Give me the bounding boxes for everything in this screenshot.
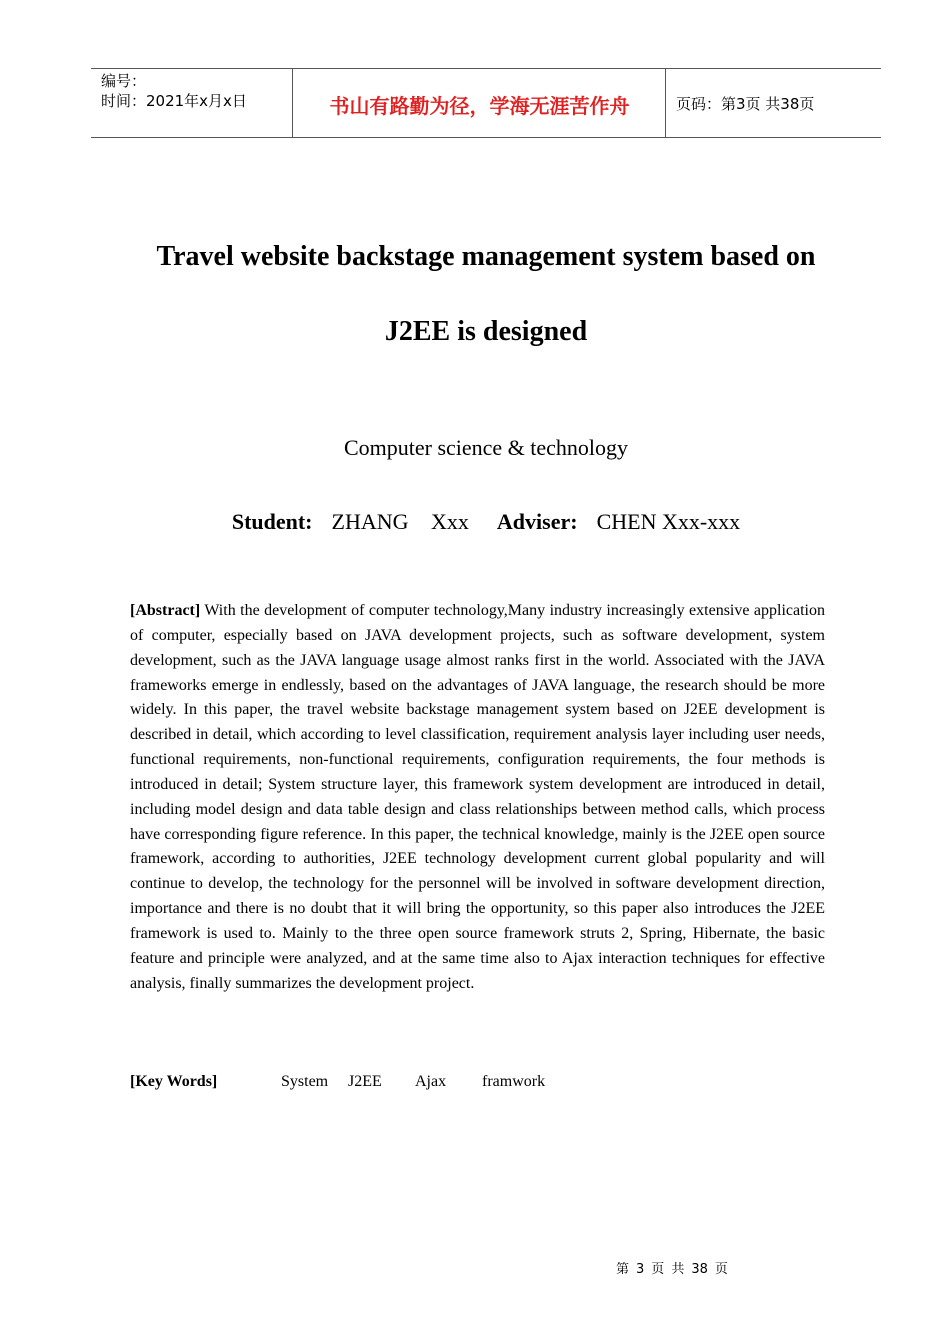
abstract-paragraph bbox=[130, 599, 825, 997]
keyword-item: J2EE bbox=[348, 1073, 382, 1090]
student-label: Student: bbox=[231, 509, 313, 534]
keyword-item: System bbox=[281, 1073, 329, 1090]
adviser-label: Adviser: bbox=[496, 509, 578, 534]
author-line bbox=[90, 509, 882, 535]
footer-prefix: 第 bbox=[616, 1262, 630, 1277]
department: Computer science & technology bbox=[343, 435, 629, 460]
footer-current-page: 3 bbox=[636, 1262, 645, 1277]
footer-total-word: 共 bbox=[671, 1262, 685, 1277]
footer-suffix: 页 bbox=[714, 1262, 728, 1277]
header-motto: 书山有路勤为径，学海无涯苦作舟 bbox=[329, 94, 630, 118]
abstract-label: [Abstract] bbox=[130, 602, 201, 619]
header-divider bbox=[665, 69, 666, 137]
keyword-item: framwork bbox=[482, 1073, 546, 1090]
keywords-line bbox=[130, 1073, 546, 1091]
time-label: 时间：2021年x月x日 bbox=[101, 92, 247, 110]
title-line-2: J2EE is designed bbox=[384, 316, 588, 347]
serial-number-label: 编号： bbox=[101, 72, 147, 90]
keywords-label: [Key Words] bbox=[130, 1073, 218, 1090]
abstract-text: With the development of computer technology,Many industry increasingly extensive application of computer, especially based on JAVA development projects, such as software development, system development, such as the JAVA language usage almost ranks first in the world. Associated with the JAVA frameworks emerge in endlessly, based on the advantages of JAVA language, the research should be more widely. In this paper, the travel website backstage management system based on J2EE development is described in detail, which according to level classification, requirement analysis layer including user needs, functional requirements, non-functional requirements, configuration requirements, the four methods is introduced in detail; System structure layer, this framework system development are introduced in detail, including model design and data table design and class relationships between method calls, which process have corresponding figure reference. In this paper, the technical knowledge, mainly is the J2EE open source framework, according to authorities, J2EE technology development current global popularity and will continue to develop, the technology for the personnel will be involved in software development direction, importance and there is no doubt that it will bring the opportunity, so this paper also introduces the J2EE framework is used to. Mainly to the three open source framework struts 2, Spring, Hibernate, the basic feature and principle were analyzed, and at the same time also to Ajax interaction techniques for effective analysis, finally summarizes the development project. bbox=[130, 602, 825, 992]
title-line-1: Travel website backstage management system based on bbox=[156, 241, 816, 272]
page-footer bbox=[616, 1258, 735, 1277]
header-info bbox=[101, 71, 247, 111]
student-name: ZHANG Xxx bbox=[331, 509, 469, 534]
header-page-number: 页码：第3页 共38页 bbox=[676, 95, 815, 113]
footer-page-word: 页 bbox=[651, 1262, 665, 1277]
footer-total-pages: 38 bbox=[691, 1262, 708, 1277]
keyword-item: Ajax bbox=[415, 1073, 447, 1090]
adviser-name: CHEN Xxx-xxx bbox=[596, 509, 741, 534]
document-header bbox=[91, 68, 881, 138]
